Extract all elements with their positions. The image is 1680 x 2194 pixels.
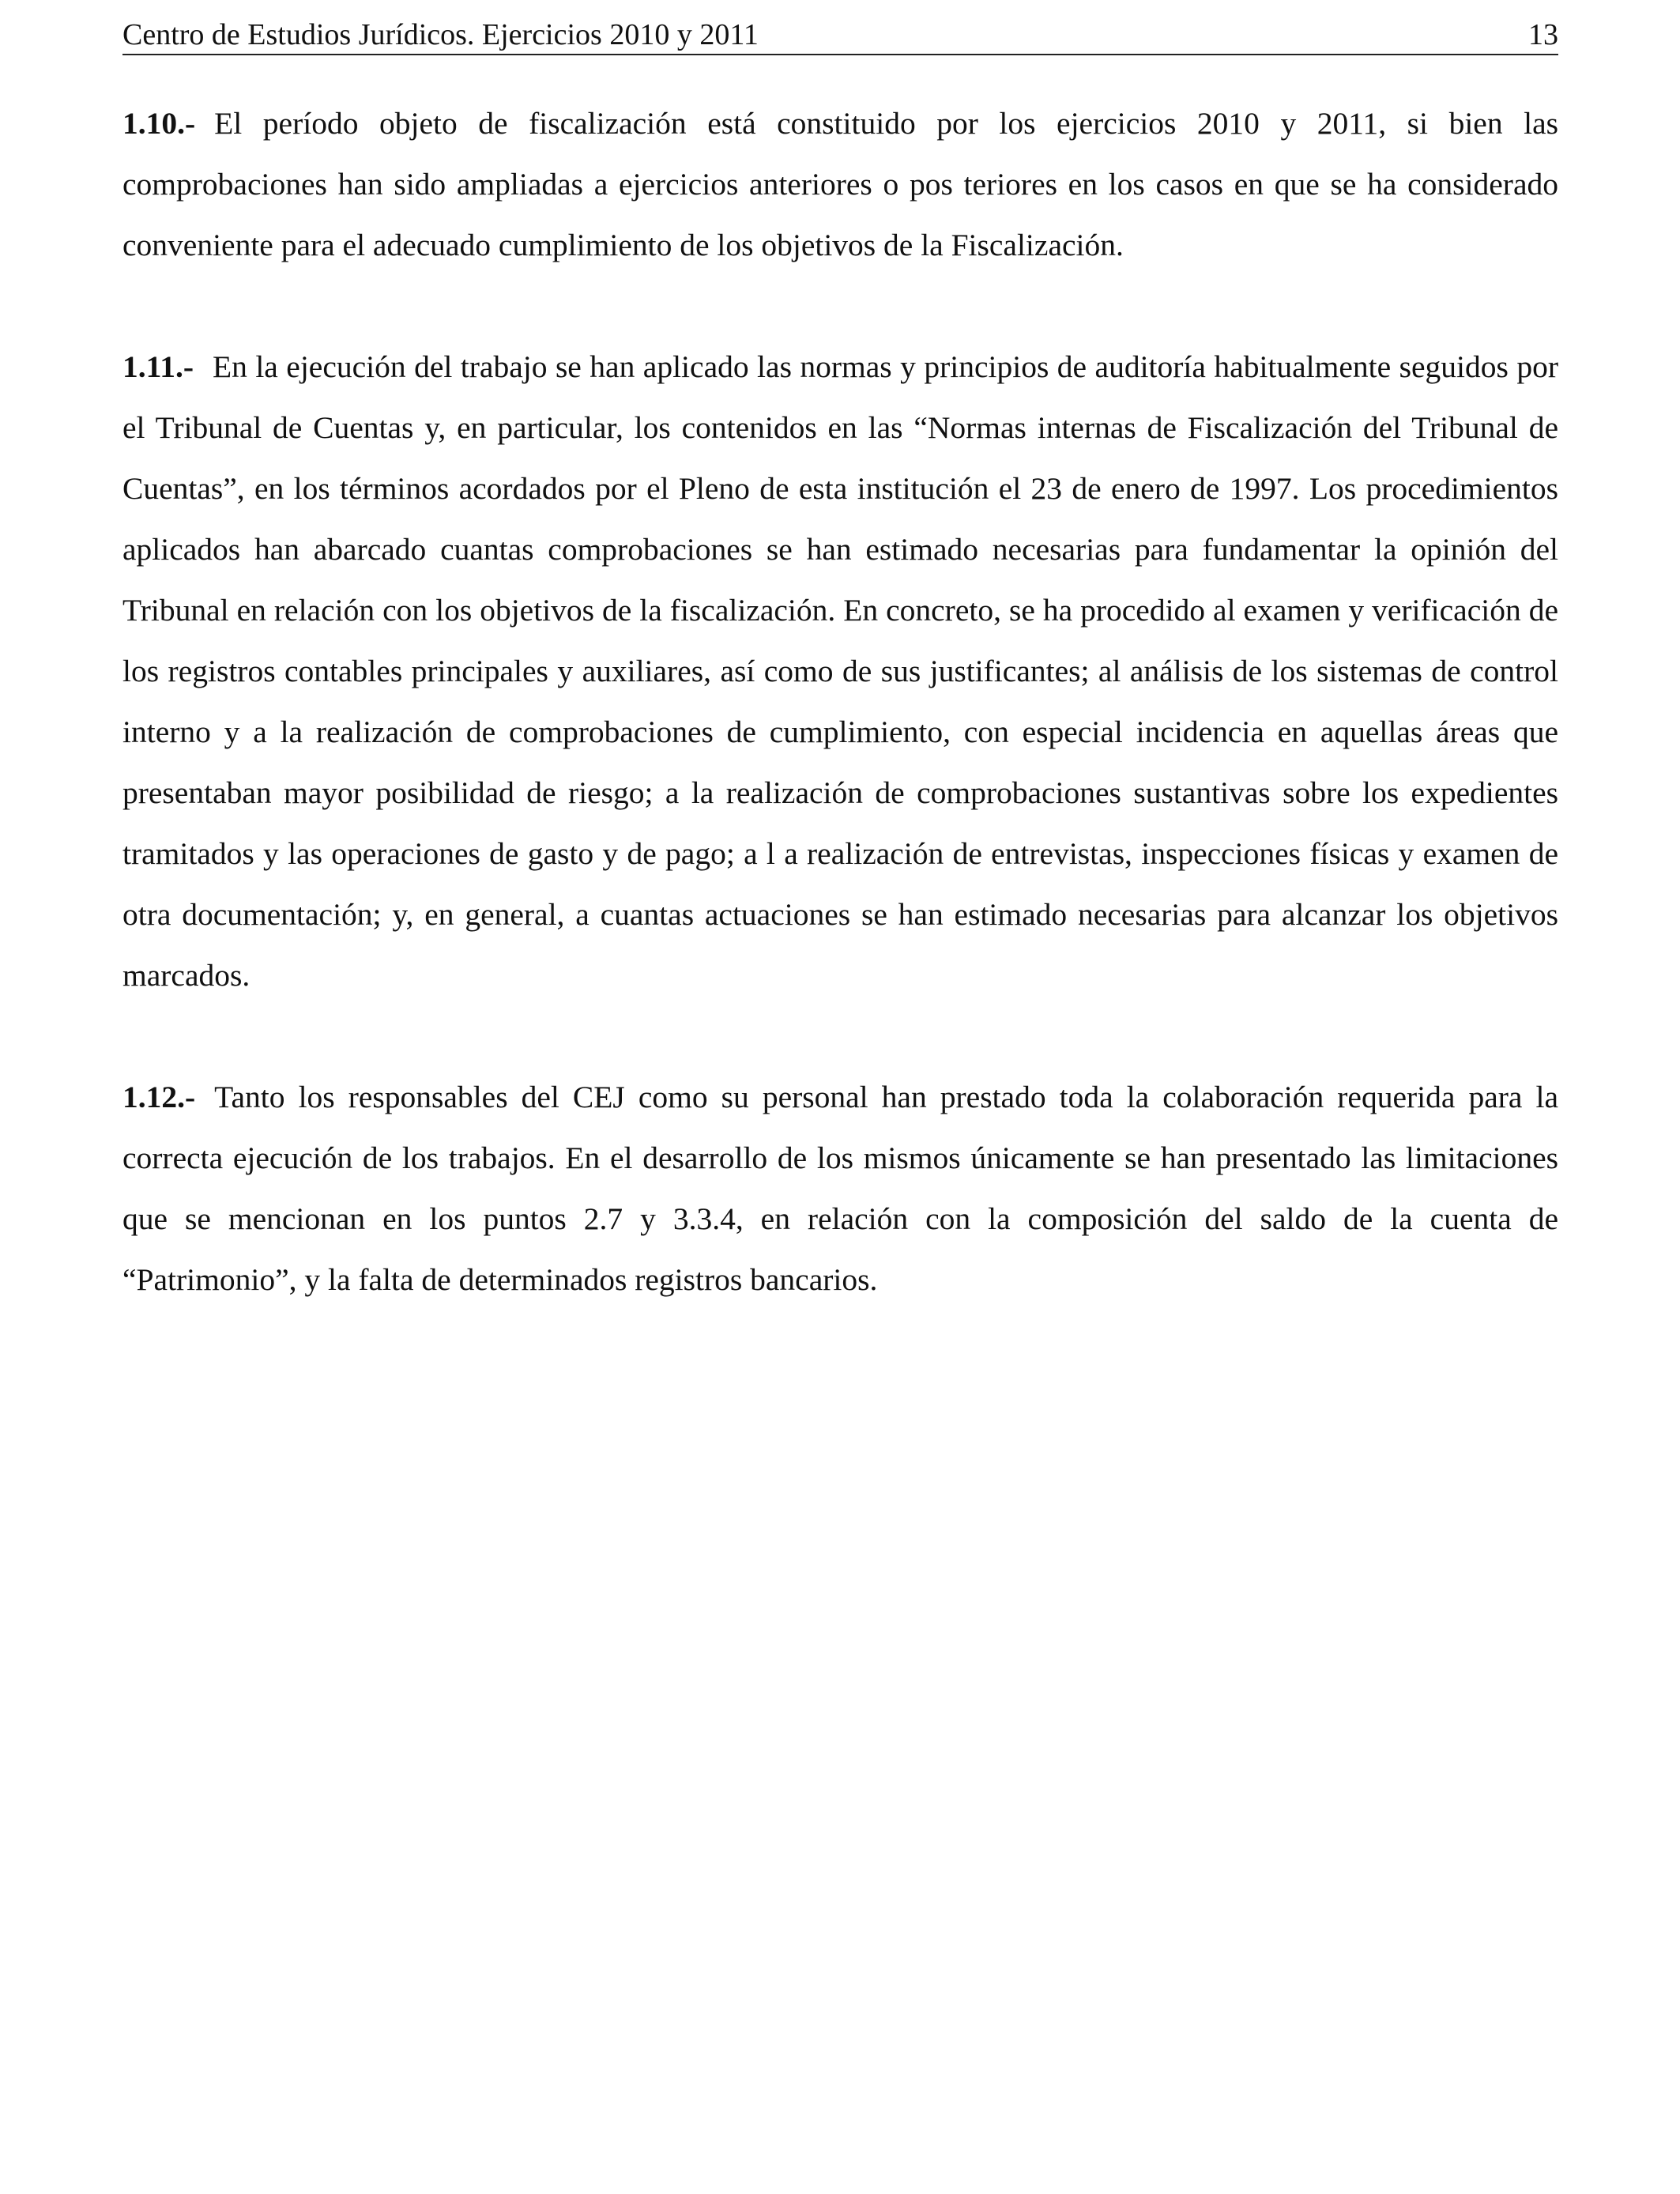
paragraph-text: El período objeto de fiscalización está constituido por los ejercicios 2010 y 2011, si bien las comprobaciones han sido ampliadas a ejercicios anteriores o pos teriores en los casos en que se ha considerado conveniente para el adecuado cumplimiento de los objetivos de la Fiscalización. (122, 106, 1558, 262)
paragraph-text: Tanto los responsables del CEJ como su personal han prestado toda la colaboración requerida para la correcta ejecución de los trabajos. En el desarrollo de los mismos únicamente se han presentado las limitaciones que se mencionan en los puntos 2.7 y 3.3.4, en relación con la composición del saldo de la cuenta de “Patrimonio”, y la falta de determinados registros bancarios. (122, 1080, 1558, 1297)
paragraph-number: 1.10.- (122, 106, 196, 141)
paragraph-1-11 (122, 337, 1558, 1006)
page-header (122, 14, 1558, 55)
page-number: 13 (1528, 18, 1558, 51)
document-body (122, 93, 1558, 1371)
paragraph-1-10 (122, 93, 1558, 276)
paragraph-text: En la ejecución del trabajo se han aplicado las normas y principios de auditoría habitualmente seguidos por el Tribunal de Cuentas y, en particular, los contenidos en las “Normas internas de Fiscalización del Tribunal de Cuentas”, en los términos acordados por el Pleno de esta institución el 23 de enero de 1997. Los procedimientos aplicados han abarcado cuantas comprobaciones se han estimado necesarias para fundamentar la opinión del Tribunal en relación con los objetivos de la fiscalización. En concreto, se ha procedido al examen y verificación de los registros contables principales y auxiliares, así como de sus justificantes; al análisis de los sistemas de control interno y a la realización de comprobaciones de cumplimiento, con especial incidencia en aquellas áreas que presentaban mayor posibilidad de riesgo; a la realización de comprobaciones sustantivas sobre los expedientes tramitados y las operaciones de gasto y de pago; a l a realización de entrevistas, inspecciones físicas y examen de otra documentación; y, en general, a cuantas actuaciones se han estimado necesarias para alcanzar los objetivos marcados. (122, 349, 1558, 993)
paragraph-number: 1.12.- (122, 1080, 196, 1114)
paragraph-1-12 (122, 1067, 1558, 1310)
header-title: Centro de Estudios Jurídicos. Ejercicios 2010 y 2011 (122, 18, 759, 51)
paragraph-number: 1.11.- (122, 349, 194, 384)
